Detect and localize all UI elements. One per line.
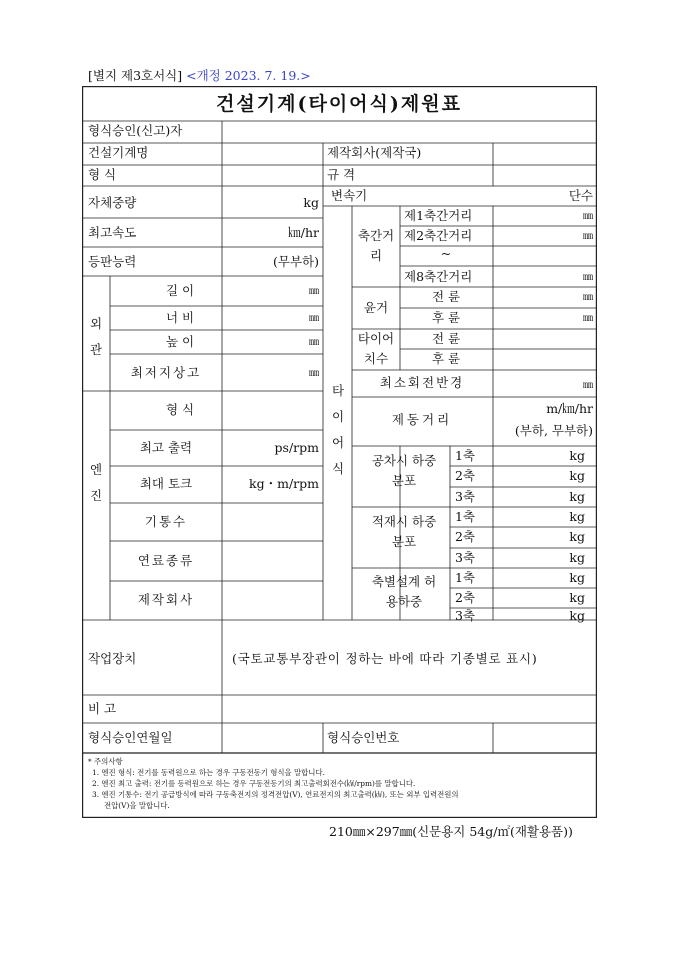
track-front-unit: ㎜ (583, 292, 593, 303)
max-torque-unit: kg・m/rpm (249, 476, 319, 491)
machine-name-label: 건설기계명 (88, 145, 149, 160)
work-device-label: 작업장치 (88, 651, 137, 666)
ground-clearance-unit: ㎜ (309, 368, 319, 379)
page-title: 건설기계(타이어식)제원표 (216, 93, 462, 115)
loaded-axle3-unit: kg (569, 550, 585, 565)
engine-maker-label: 제작회사 (137, 592, 195, 607)
max-output-label: 최고 출력 (139, 440, 193, 455)
track-rear-unit: ㎜ (583, 313, 593, 324)
approval-date-label: 형식승인연월일 (88, 730, 173, 745)
note-item: 1. 엔진 형식: 전기를 동력원으로 하는 경우 구동전동기 형식을 말합니다. (92, 768, 325, 777)
axle8-unit: ㎜ (583, 272, 593, 283)
allow-axle2-label: 2축 (454, 590, 476, 605)
empty-axle2-unit: kg (569, 468, 585, 483)
form-number: [별지 제3호서식] (88, 68, 183, 83)
empty-axle3-label: 3축 (454, 489, 476, 504)
max-speed-unit: ㎞/hr (288, 225, 319, 240)
axle8-distance-label: 제8축간거리 (404, 269, 473, 284)
max-output-unit: ps/rpm (274, 440, 319, 455)
allow-axle3-unit: kg (569, 608, 585, 623)
type-approval-label: 형식승인(신고)자 (88, 123, 183, 138)
empty-axle2-label: 2축 (454, 468, 476, 483)
form-header (88, 66, 311, 84)
model-label: 형 식 (88, 167, 117, 182)
height-unit: ㎜ (309, 337, 319, 348)
min-turn-radius-unit: ㎜ (583, 380, 593, 391)
paper-size-footer: 210㎜×297㎜(신문용지 54g/㎡(재활용품)) (329, 824, 573, 839)
empty-axle1-unit: kg (569, 448, 585, 463)
allow-axle3-label: 3축 (454, 608, 476, 623)
braking-unit: m/㎞/hr (546, 401, 593, 416)
approval-number-label: 형식승인번호 (327, 730, 400, 745)
height-label: 높 이 (165, 334, 195, 349)
note-item: 3. 엔진 기통수: 전기 공급방식에 따라 구동축전지의 정격전압(V), 연료전지의 최고출력(㎾), 또는 외부 입력전원의 (92, 790, 459, 799)
max-speed-label: 최고속도 (88, 225, 137, 240)
maker-country-label: 제작회사(제작국) (327, 145, 422, 160)
axle-distance-label: 축간거리 (357, 228, 395, 263)
spec-label: 규 격 (327, 167, 356, 182)
engine-label: 엔진 (89, 462, 103, 503)
loaded-axle3-label: 3축 (454, 550, 476, 565)
axle-allowable-load-label: 축별설계 허용하중 (371, 574, 437, 609)
empty-axle1-label: 1축 (454, 448, 476, 463)
spec-sheet-table (82, 86, 597, 818)
allow-axle1-unit: kg (569, 570, 585, 585)
loaded-axle2-label: 2축 (454, 529, 476, 544)
revision-date: <개정 2023. 7. 19.> (186, 68, 311, 83)
tire-rear-label: 후 륜 (431, 351, 461, 366)
appearance-label: 외관 (89, 316, 103, 357)
climbing-label: 등판능력 (88, 254, 137, 269)
loaded-load-distribution-label: 적재시 하중분포 (371, 514, 437, 549)
track-rear-label: 후 륜 (431, 310, 461, 325)
work-device-note: (국토교통부장관이 정하는 바에 따라 기종별로 표시) (232, 651, 538, 666)
self-weight-label: 자체중량 (88, 195, 137, 210)
loaded-axle2-unit: kg (569, 529, 585, 544)
length-label: 길 이 (165, 283, 195, 298)
tire-front-label: 전 륜 (431, 331, 461, 346)
min-turn-radius-label: 최소회전반경 (379, 375, 465, 390)
allow-axle1-label: 1축 (454, 570, 476, 585)
braking-load-note: (부하, 무부하) (514, 423, 593, 438)
track-label: 윤거 (363, 300, 389, 315)
stages-label: 단수 (568, 188, 593, 203)
axle2-unit: ㎜ (583, 231, 593, 242)
width-unit: ㎜ (309, 313, 319, 324)
max-torque-label: 최대 토크 (139, 476, 193, 491)
width-label: 너 비 (165, 310, 195, 325)
note-item: 전압(V)을 말합니다. (104, 801, 170, 810)
empty-load-distribution-label: 공차시 하중분포 (371, 453, 437, 488)
engine-model-label: 형 식 (165, 402, 195, 417)
climbing-unit: (무부하) (273, 254, 319, 269)
remarks-label: 비 고 (88, 701, 117, 716)
loaded-axle1-label: 1축 (454, 509, 476, 524)
ground-clearance-label: 최저지상고 (130, 365, 202, 380)
axle-range-tilde: ~ (440, 246, 452, 261)
fuel-type-label: 연료종류 (137, 553, 195, 568)
length-unit: ㎜ (309, 286, 319, 297)
tire-size-label: 타이어치수 (357, 331, 395, 366)
track-front-label: 전 륜 (431, 289, 461, 304)
loaded-axle1-unit: kg (569, 509, 585, 524)
cylinders-label: 기통수 (144, 514, 188, 529)
notes-section (88, 756, 593, 811)
empty-axle3-unit: kg (569, 489, 585, 504)
axle1-unit: ㎜ (583, 211, 593, 222)
self-weight-unit: kg (303, 195, 319, 210)
transmission-label: 변속기 (331, 188, 368, 203)
notes-heading: * 주의사항 (88, 757, 123, 766)
note-item: 2. 엔진 최고 출력: 전기를 동력원으로 하는 경우 구동전동기의 최고출력회전수(㎾/rpm)를 말합니다. (92, 779, 416, 788)
allow-axle2-unit: kg (569, 590, 585, 605)
braking-distance-label: 제동거리 (391, 412, 453, 427)
axle2-distance-label: 제2축간거리 (404, 228, 473, 243)
axle1-distance-label: 제1축간거리 (404, 208, 473, 223)
tire-type-label: 타이어식 (331, 383, 345, 476)
